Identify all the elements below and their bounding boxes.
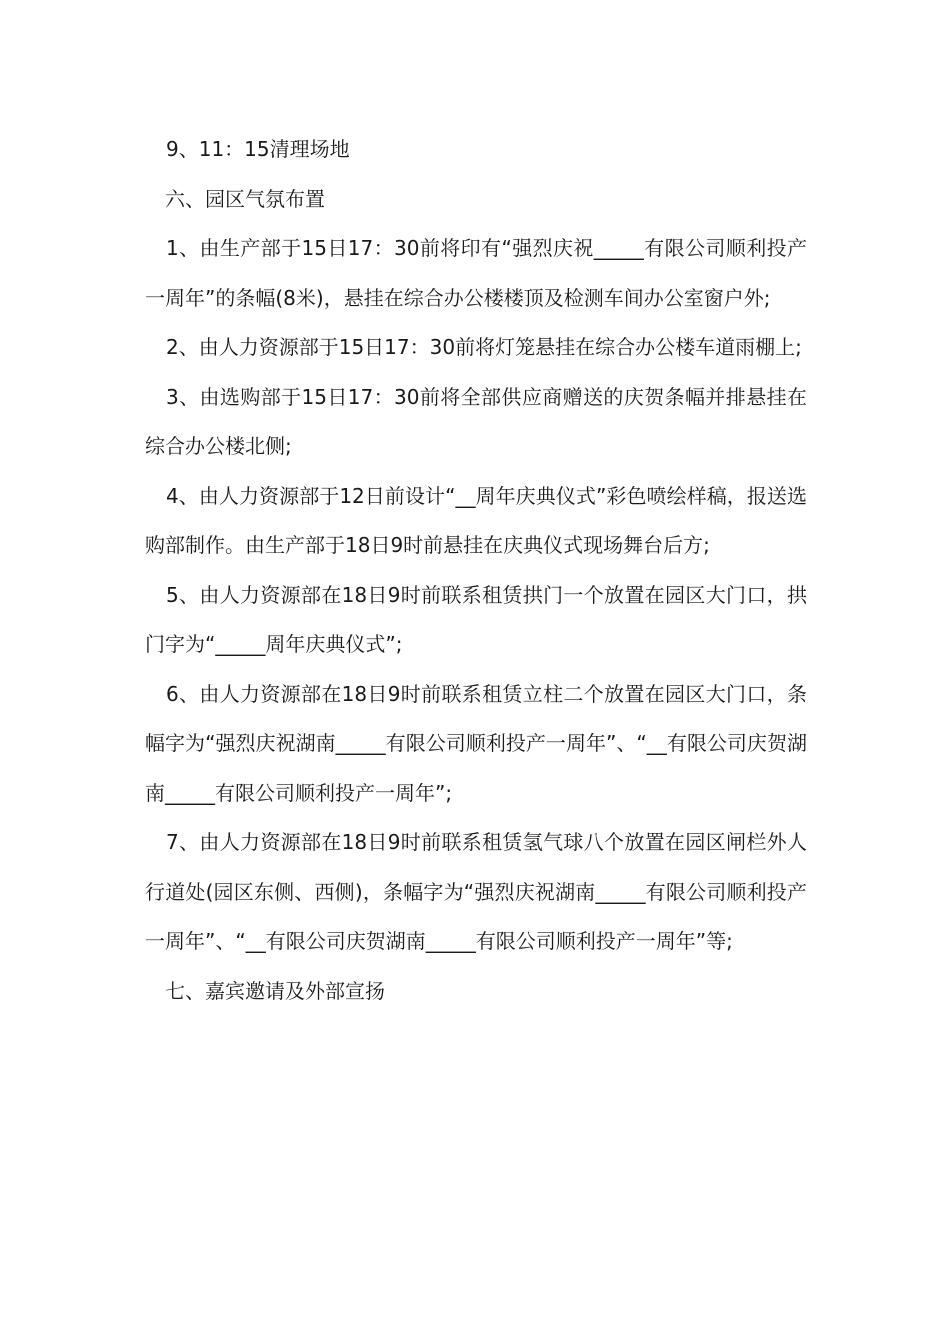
section-heading-6: 六、园区气氛布置 [165,186,325,211]
paragraph-item-2: 2、由人力资源部于15日17：30前将灯笼悬挂在综合办公楼车道雨棚上; [166,335,802,359]
paragraph-item-5: 5、由人力资源部在18日9时前联系租赁拱门一个放置在园区大门口，拱门字为“_____周年庆典仪式”; [145,582,807,656]
paragraph-item-6: 6、由人力资源部在18日9时前联系租赁立柱二个放置在园区大门口，条幅字为“强烈庆祝湖南_____有限公司顺利投产一周年”、“__有限公司庆贺湖南_____有限公司顺利投产一周年”; [145,681,807,805]
section-heading-7: 七、嘉宾邀请及外部宣扬 [165,978,385,1003]
document-body [145,125,807,1016]
paragraph-item-7: 7、由人力资源部在18日9时前联系租赁氢气球八个放置在园区闸栏外人行道处(园区东侧、西侧)，条幅字为“强烈庆祝湖南_____有限公司顺利投产一周年”、“__有限公司庆贺湖南_____有限公司顺利投产一周年”等; [145,830,807,953]
paragraph-step-9: 9、11：15清理场地 [166,137,350,161]
paragraph-item-4: 4、由人力资源部于12日前设计“__周年庆典仪式”彩色喷绘样稿，报送选购部制作。由生产部于18日9时前悬挂在庆典仪式现场舞台后方; [145,483,807,557]
paragraph-item-3: 3、由选购部于15日17：30前将全部供应商赠送的庆贺条幅并排悬挂在综合办公楼北侧; [145,384,807,458]
paragraph-item-1: 1、由生产部于15日17：30前将印有“强烈庆祝_____有限公司顺利投产一周年”的条幅(8米)，悬挂在综合办公楼楼顶及检测车间办公室窗户外; [145,236,807,310]
